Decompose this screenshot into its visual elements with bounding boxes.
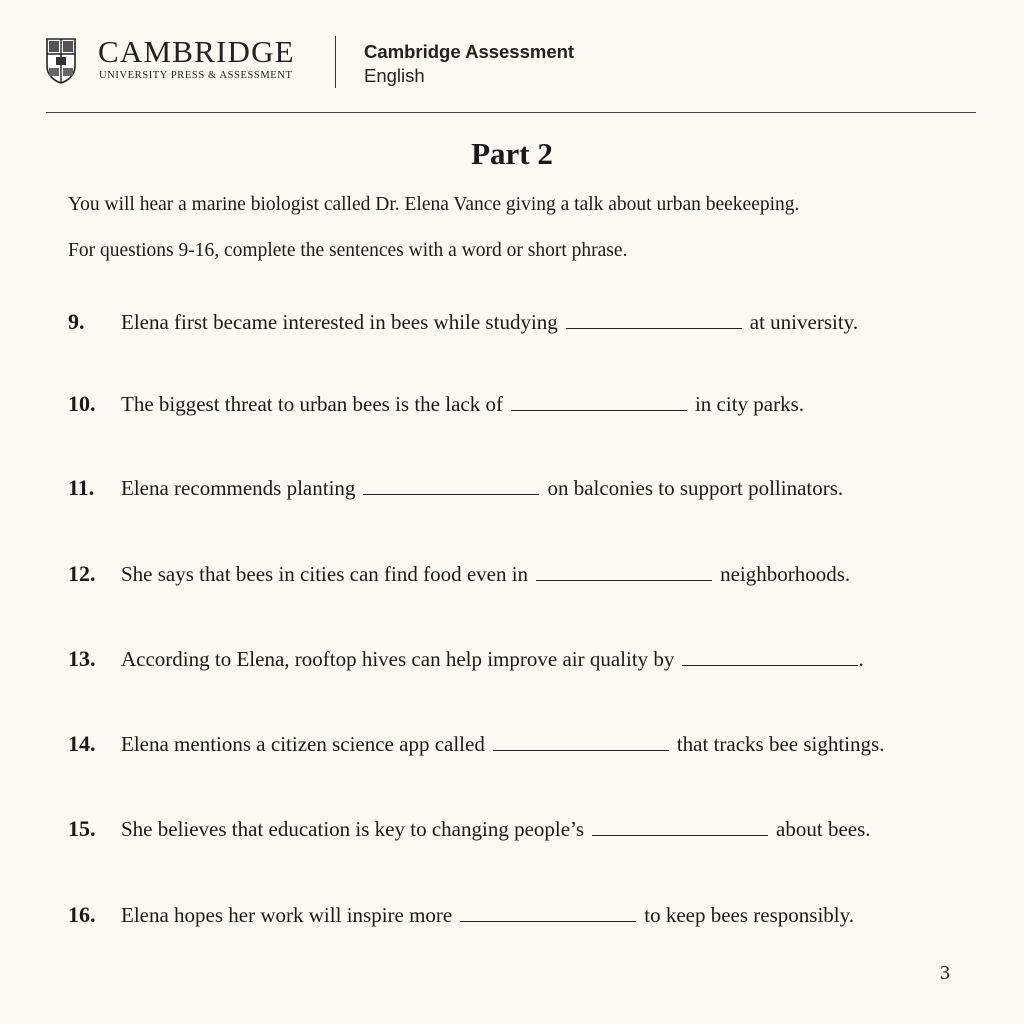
page-header (46, 34, 976, 94)
answer-blank[interactable] (460, 901, 636, 922)
question-text-after: about bees. (776, 817, 871, 841)
question-16 (68, 900, 854, 930)
question-text-before: Elena first became interested in bees while studying (121, 310, 558, 334)
answer-blank[interactable] (536, 560, 712, 581)
question-number: 16. (68, 902, 96, 927)
question-15 (68, 814, 871, 844)
assessment-title: Cambridge Assessment (364, 41, 575, 62)
question-11 (68, 473, 843, 503)
answer-blank[interactable] (363, 474, 539, 495)
answer-blank[interactable] (566, 308, 742, 329)
brand-subtitle: UNIVERSITY PRESS & ASSESSMENT (99, 70, 293, 81)
question-text-after: on balconies to support pollinators. (547, 476, 844, 500)
question-10 (68, 389, 804, 419)
cambridge-shield-icon (46, 38, 76, 84)
question-text-before: Elena recommends planting (121, 476, 356, 500)
question-text-before: Elena hopes her work will inspire more (121, 903, 453, 927)
answer-blank[interactable] (682, 645, 858, 666)
answer-blank[interactable] (592, 815, 768, 836)
question-13 (68, 644, 864, 674)
question-number: 9. (68, 309, 85, 334)
question-text-before: According to Elena, rooftop hives can help improve air quality by (121, 647, 675, 671)
question-text-before: She says that bees in cities can find food even in (121, 562, 529, 586)
question-14 (68, 729, 884, 759)
question-text-after: at university. (749, 310, 859, 334)
question-text-after: neighborhoods. (720, 562, 851, 586)
question-number: 10. (68, 391, 96, 416)
question-text-after: . (858, 647, 864, 671)
question-text-before: She believes that education is key to changing people’s (121, 817, 585, 841)
assessment-subtitle: English (364, 65, 425, 86)
part-title: Part 2 (471, 136, 553, 171)
header-divider (335, 36, 336, 88)
question-number: 11. (68, 475, 95, 500)
question-text-before: Elena mentions a citizen science app called (121, 732, 485, 756)
intro-line-2: For questions 9-16, complete the sentences with a word or short phrase. (68, 240, 628, 261)
question-9 (68, 307, 858, 337)
intro-line-1: You will hear a marine biologist called Dr. Elena Vance giving a talk about urban beekeeping. (68, 194, 800, 215)
brand-wordmark: CAMBRIDGE (98, 34, 295, 69)
question-12 (68, 559, 850, 589)
question-number: 14. (68, 731, 96, 756)
question-number: 15. (68, 816, 96, 841)
page-number: 3 (940, 962, 950, 984)
question-text-before: The biggest threat to urban bees is the lack of (121, 392, 503, 416)
answer-blank[interactable] (511, 390, 687, 411)
question-text-after: to keep bees responsibly. (644, 903, 855, 927)
question-number: 13. (68, 646, 96, 671)
question-text-after: that tracks bee sightings. (676, 732, 885, 756)
question-number: 12. (68, 561, 96, 586)
question-text-after: in city parks. (694, 392, 805, 416)
header-rule (46, 112, 976, 113)
answer-blank[interactable] (493, 730, 669, 751)
